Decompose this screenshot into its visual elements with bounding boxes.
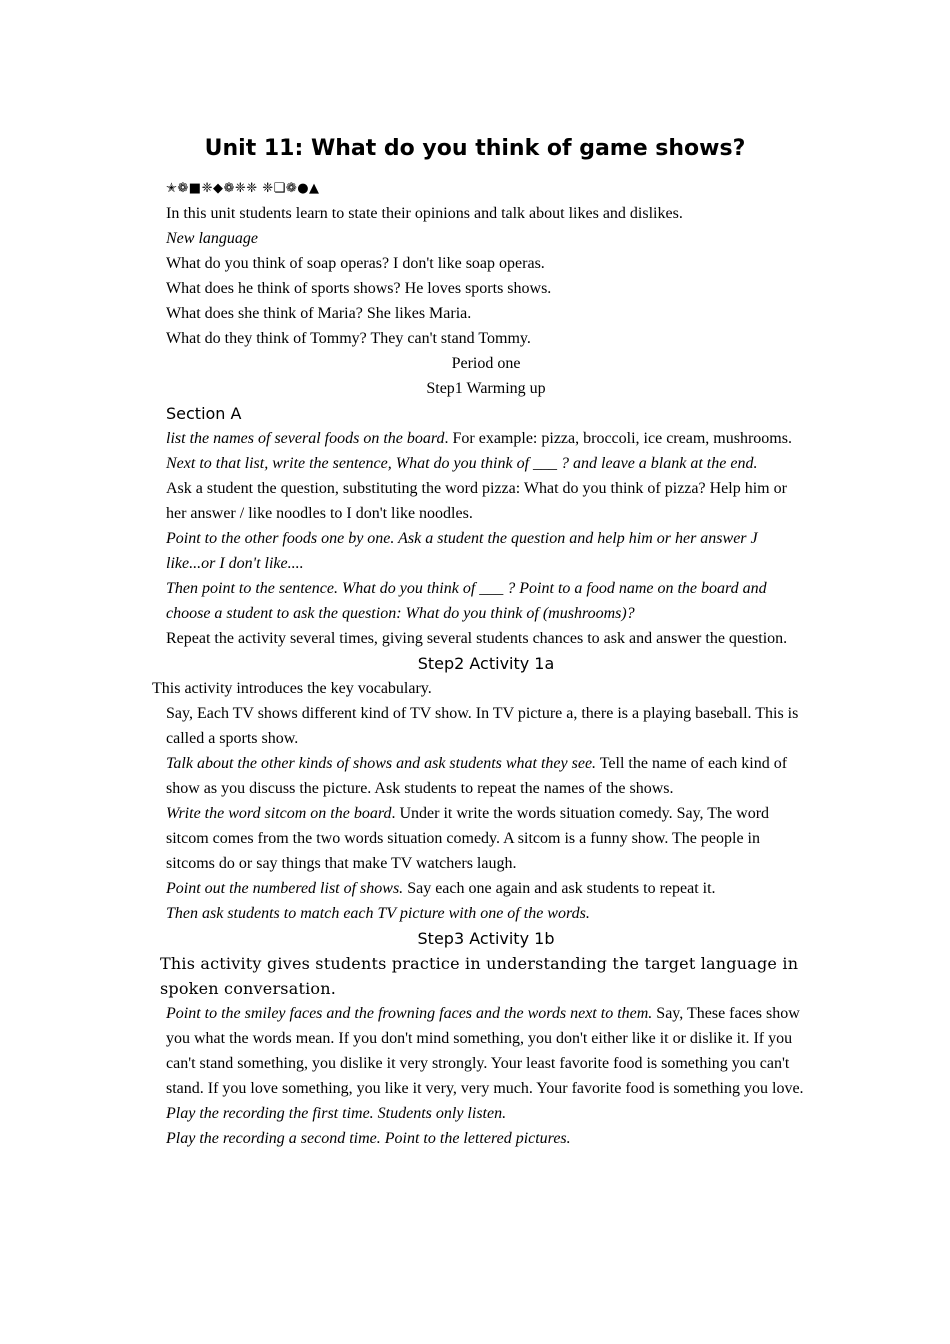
language-example: What does she think of Maria? She likes Maria. <box>166 305 472 322</box>
intro-paragraph: In this unit students learn to state their opinions and talk about likes and dislikes. <box>166 205 683 222</box>
step2-paragraph-1: Say, Each TV shows different kind of TV show. In TV picture a, there is a playing baseball. This is called a sports show. <box>166 705 799 747</box>
step1-p1-rest: . For example: pizza, broccoli, ice cream, mushrooms. <box>444 430 792 447</box>
step3-p1-italic: Point to the smiley faces and the frowning faces and the words next to them. <box>166 1005 653 1022</box>
page-title: Unit 11: What do you think of game shows? <box>204 136 746 161</box>
step1-paragraph-4: Point to the other foods one by one. Ask a student the question and help him or her answer J like...or I don't like.... <box>166 530 758 572</box>
language-example: What does he think of sports shows? He loves sports shows. <box>166 280 552 297</box>
step2-p4-rest: Say each one again and ask students to repeat it. <box>403 880 716 897</box>
garbled-symbol-line: ✭❁■❈◆❁❈❈ ❈❏❁●▲ <box>166 181 320 196</box>
step2-p3-italic: Write the word sitcom on the board <box>166 805 392 822</box>
step1-paragraph-6: Repeat the activity several times, giving several students chances to ask and answer the question. <box>166 630 788 647</box>
step1-paragraph-3: Ask a student the question, substituting the word pizza: What do you think of pizza? Help him or her answer / like noodles to I don't like noodles. <box>166 480 787 522</box>
step1-paragraph-1 <box>166 426 806 451</box>
language-example: What do they think of Tommy? They can't stand Tommy. <box>166 330 531 347</box>
section-a-heading: Section A <box>166 404 242 423</box>
step2-paragraph-2 <box>166 751 806 801</box>
step3-paragraph-1 <box>166 1001 806 1101</box>
step2-p4-italic: Point out the numbered list of shows. <box>166 880 404 897</box>
step2-paragraph-4 <box>166 876 806 901</box>
step3-paragraph-2: Play the recording the first time. Students only listen. <box>166 1105 507 1122</box>
step1-p1-italic: list the names of several foods on the board <box>166 430 445 447</box>
step2-paragraph-3 <box>166 801 806 876</box>
language-example: What do you think of soap operas? I don't like soap operas. <box>166 255 545 272</box>
step2-p3-rest: . Under it write the words situation comedy. Say, The word sitcom comes from the two words situation comedy. A sitcom is a funny show. The people in sitcoms do or say things that make TV watchers laugh. <box>166 805 770 872</box>
step1-paragraph-5: Then point to the sentence. What do you think of ___ ? Point to a food name on the board and choose a student to ask the question: What do you think of (mushrooms)? <box>166 580 767 622</box>
step3-paragraph-3: Play the recording a second time. Point to the lettered pictures. <box>166 1130 571 1147</box>
new-language-label: New language <box>166 230 258 247</box>
step2-intro: This activity introduces the key vocabulary. <box>152 680 432 697</box>
step2-p2-rest: Tell the name of each kind of show as you discuss the picture. Ask students to repeat the names of the shows. <box>166 755 788 797</box>
step3-intro: This activity gives students practice in understanding the target language in spoken conversation. <box>160 954 799 998</box>
step3-heading: Step3 Activity 1b <box>417 929 555 948</box>
step1-heading: Step1 Warming up <box>426 380 546 397</box>
step1-paragraph-2: Next to that list, write the sentence, What do you think of ___ ? and leave a blank at the end. <box>166 455 758 472</box>
period-heading: Period one <box>451 355 521 372</box>
document-body <box>152 176 806 1151</box>
step3-p1-rest: Say, These faces show you what the words mean. If you don't mind something, you don't either like it or dislike it. If you can't stand something, you dislike it very strongly. Your least favorite food is something you can't stand. If you love something, you like it very, very much. Your favorite food is something you love. <box>166 1005 804 1097</box>
step2-heading: Step2 Activity 1a <box>417 654 555 673</box>
step2-paragraph-5: Then ask students to match each TV picture with one of the words. <box>166 905 590 922</box>
step2-p2-italic: Talk about the other kinds of shows and ask students what they see. <box>166 755 597 772</box>
